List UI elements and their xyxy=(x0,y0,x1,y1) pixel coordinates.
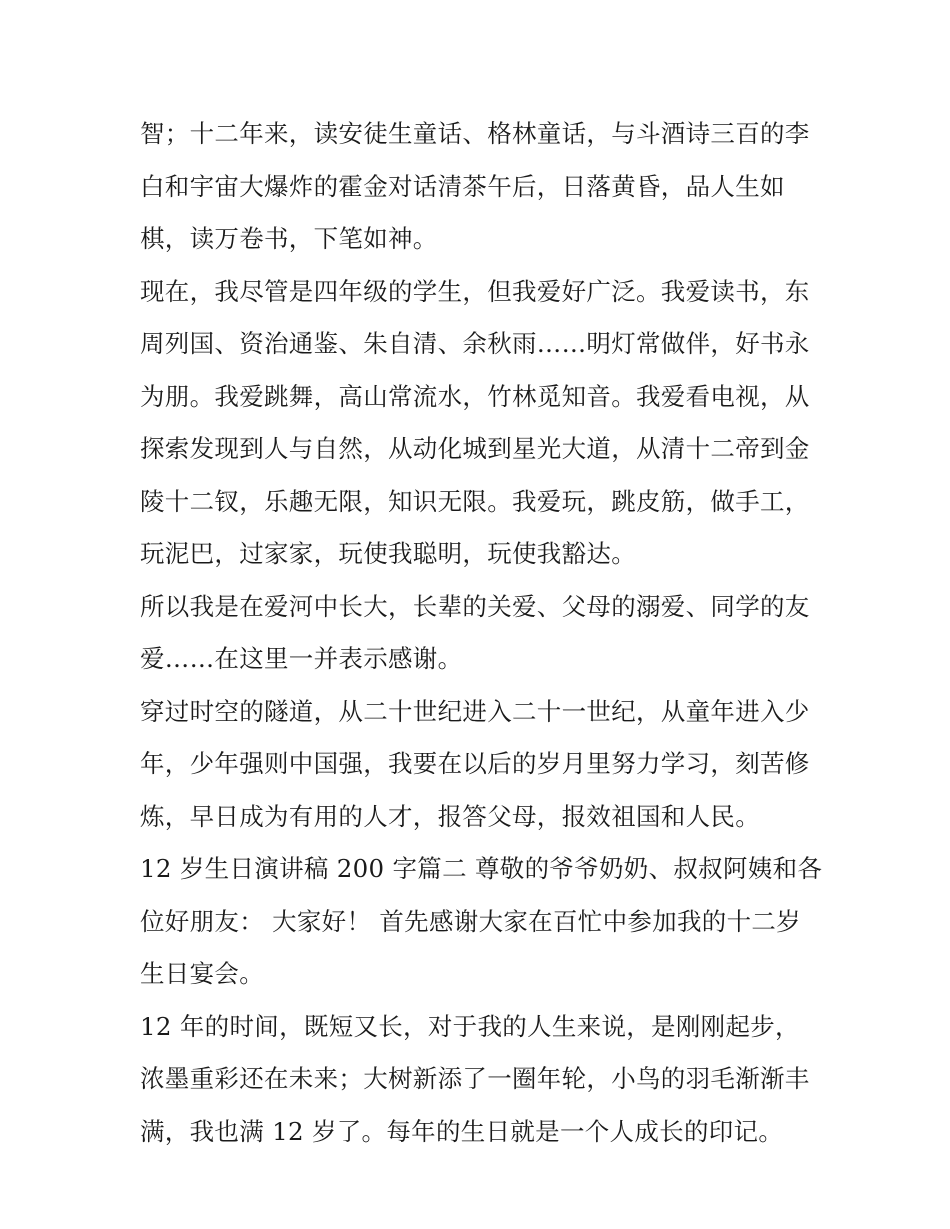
text-line: 12 年的时间，既短又长，对于我的人生来说，是刚刚起步， xyxy=(140,1011,800,1041)
text-line: 生日宴会。 xyxy=(140,959,264,988)
text-line: 所以我是在爱河中长大，长辈的关爱、父母的溺爱、同学的友 xyxy=(140,591,810,621)
text-line: 穿过时空的隧道，从二十世纪进入二十一世纪，从童年进入少 xyxy=(140,696,810,726)
text-line: 周列国、资治通鉴、朱自清、余秋雨……明灯常做伴，好书永 xyxy=(140,329,810,358)
text-line: 满，我也满 12 岁了。每年的生日就是一个人成长的印记。 xyxy=(140,1116,784,1146)
text-line: 玩泥巴，过家家，玩使我聪明，玩使我豁达。 xyxy=(140,539,636,568)
text-line: 位好朋友： 大家好！ 首先感谢大家在百忙中参加我的十二岁 xyxy=(140,906,801,936)
text-line: 探索发现到人与自然，从动化城到星光大道，从清十二帝到金 xyxy=(140,434,810,463)
text-line: 白和宇宙大爆炸的霍金对话清茶午后，日落黄昏，品人生如 xyxy=(140,171,785,201)
text-line: 年，少年强则中国强，我要在以后的岁月里努力学习，刻苦修 xyxy=(140,749,810,778)
body-text xyxy=(140,108,830,1158)
text-line: 12 岁生日演讲稿 200 字篇二 尊敬的爷爷奶奶、叔叔阿姨和各 xyxy=(140,854,823,883)
text-line: 陵十二钗，乐趣无限，知识无限。我爱玩，跳皮筋，做手工， xyxy=(140,486,810,516)
text-line: 智；十二年来，读安徒生童话、格林童话，与斗酒诗三百的李 xyxy=(140,119,810,148)
text-line: 炼，早日成为有用的人才，报答父母，报效祖国和人民。 xyxy=(140,801,760,831)
text-line: 现在，我尽管是四年级的学生，但我爱好广泛。我爱读书，东 xyxy=(140,276,810,306)
text-line: 为朋。我爱跳舞，高山常流水，竹林觅知音。我爱看电视，从 xyxy=(140,381,810,411)
text-line: 爱……在这里一并表示感谢。 xyxy=(140,644,463,673)
text-line: 棋，读万卷书，下笔如神。 xyxy=(140,224,438,253)
text-line: 浓墨重彩还在未来；大树新添了一圈年轮，小鸟的羽毛渐渐丰 xyxy=(140,1064,810,1093)
